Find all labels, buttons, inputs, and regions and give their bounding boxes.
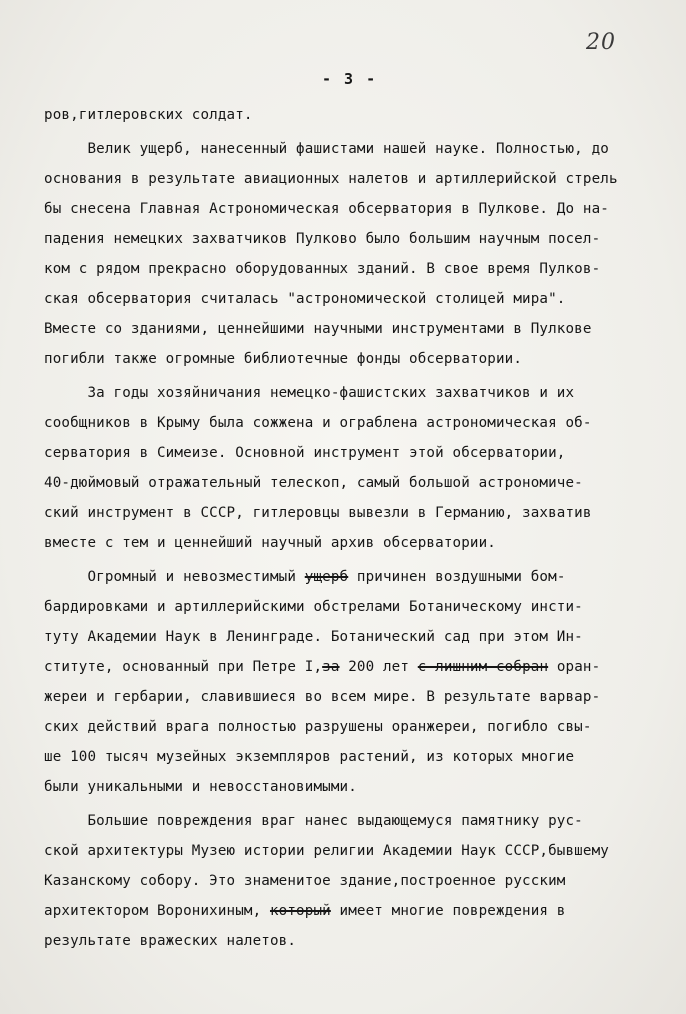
text-line: туту Академии Наук в Ленинграде. Ботанический сад при этом Ин-	[44, 629, 583, 645]
text-line: Вместе со зданиями, ценнейшими научными инструментами в Пулкове	[44, 321, 592, 337]
text-segment: имеет многие повреждения в	[330, 903, 566, 919]
text-line: были уникальными и невосстановимыми.	[44, 779, 357, 795]
text-line: бы снесена Главная Астрономическая обсерватория в Пулкове. До на-	[44, 201, 609, 217]
text-line: Велик ущерб, нанесенный фашистами нашей науке. Полностью, до	[44, 141, 609, 157]
page-header-number: - 3 -	[322, 70, 378, 88]
text-line: результате вражеских налетов.	[44, 933, 297, 949]
text-segment: причинен воздушными бом-	[348, 569, 566, 585]
text-line: ский инструмент в СССР, гитлеровцы вывезли в Германию, захватив	[44, 505, 592, 521]
text-line: 40-дюймовый отражательный телескоп, самый большой астрономиче-	[44, 475, 583, 491]
text-line: бардировками и артиллерийскими обстрелами Ботаническому инсти-	[44, 599, 583, 615]
handwritten-page-number: 20	[586, 30, 616, 55]
text-line: ских действий врага полностью разрушены оранжереи, погибло свы-	[44, 719, 592, 735]
text-line: Казанскому собору. Это знаменитое здание,построенное русским	[44, 873, 566, 889]
text-segment: 200 лет	[339, 659, 418, 675]
text-line: ком с рядом прекрасно оборудованных зданий. В свое время Пулков-	[44, 261, 601, 277]
text-line: ров,гитлеровских солдат.	[44, 107, 253, 123]
text-line: падения немецких захватчиков Пулково было большим научным посел-	[44, 231, 601, 247]
text-line: За годы хозяйничания немецко-фашистских захватчиков и их	[44, 385, 575, 401]
handwritten-correction	[305, 562, 348, 592]
text-line-with-correction	[44, 652, 674, 682]
text-segment: архитектором Воронихиным,	[44, 903, 270, 919]
text-line-with-correction	[44, 896, 674, 926]
typewritten-text	[44, 100, 674, 956]
struck-phrase: с лишним собран	[417, 659, 549, 675]
text-line: серватория в Симеизе. Основной инструмент этой обсерватории,	[44, 445, 566, 461]
handwritten-correction	[418, 652, 548, 682]
text-segment: ституте, основанный при Петре I,	[44, 659, 323, 675]
text-line: ская обсерватория считалась "астрономической столицей мира".	[44, 291, 566, 307]
text-line: Большие повреждения враг нанес выдающемуся памятнику рус-	[44, 813, 583, 829]
text-line: основания в результате авиационных налетов и артиллерийской стрель	[44, 171, 618, 187]
text-line-with-correction	[44, 562, 674, 592]
text-line: ше 100 тысяч музейных экземпляров растений, из которых многие	[44, 749, 575, 765]
text-segment: Огромный и невозместимый	[44, 569, 305, 585]
text-line: ской архитектуры Музею истории религии Академии Наук СССР,бывшему	[44, 843, 609, 859]
text-line: погибли также огромные библиотечные фонды обсерватории.	[44, 351, 523, 367]
struck-word: ущерб	[304, 569, 349, 585]
text-segment: оран-	[548, 659, 601, 675]
struck-word: за	[322, 659, 340, 675]
text-line: сообщников в Крыму была сожжена и ограблена астрономическая об-	[44, 415, 592, 431]
text-line: жереи и гербарии, славившиеся во всем мире. В результате варвар-	[44, 689, 601, 705]
struck-word: который	[269, 903, 331, 919]
text-line: вместе с тем и ценнейший научный архив обсерватории.	[44, 535, 496, 551]
